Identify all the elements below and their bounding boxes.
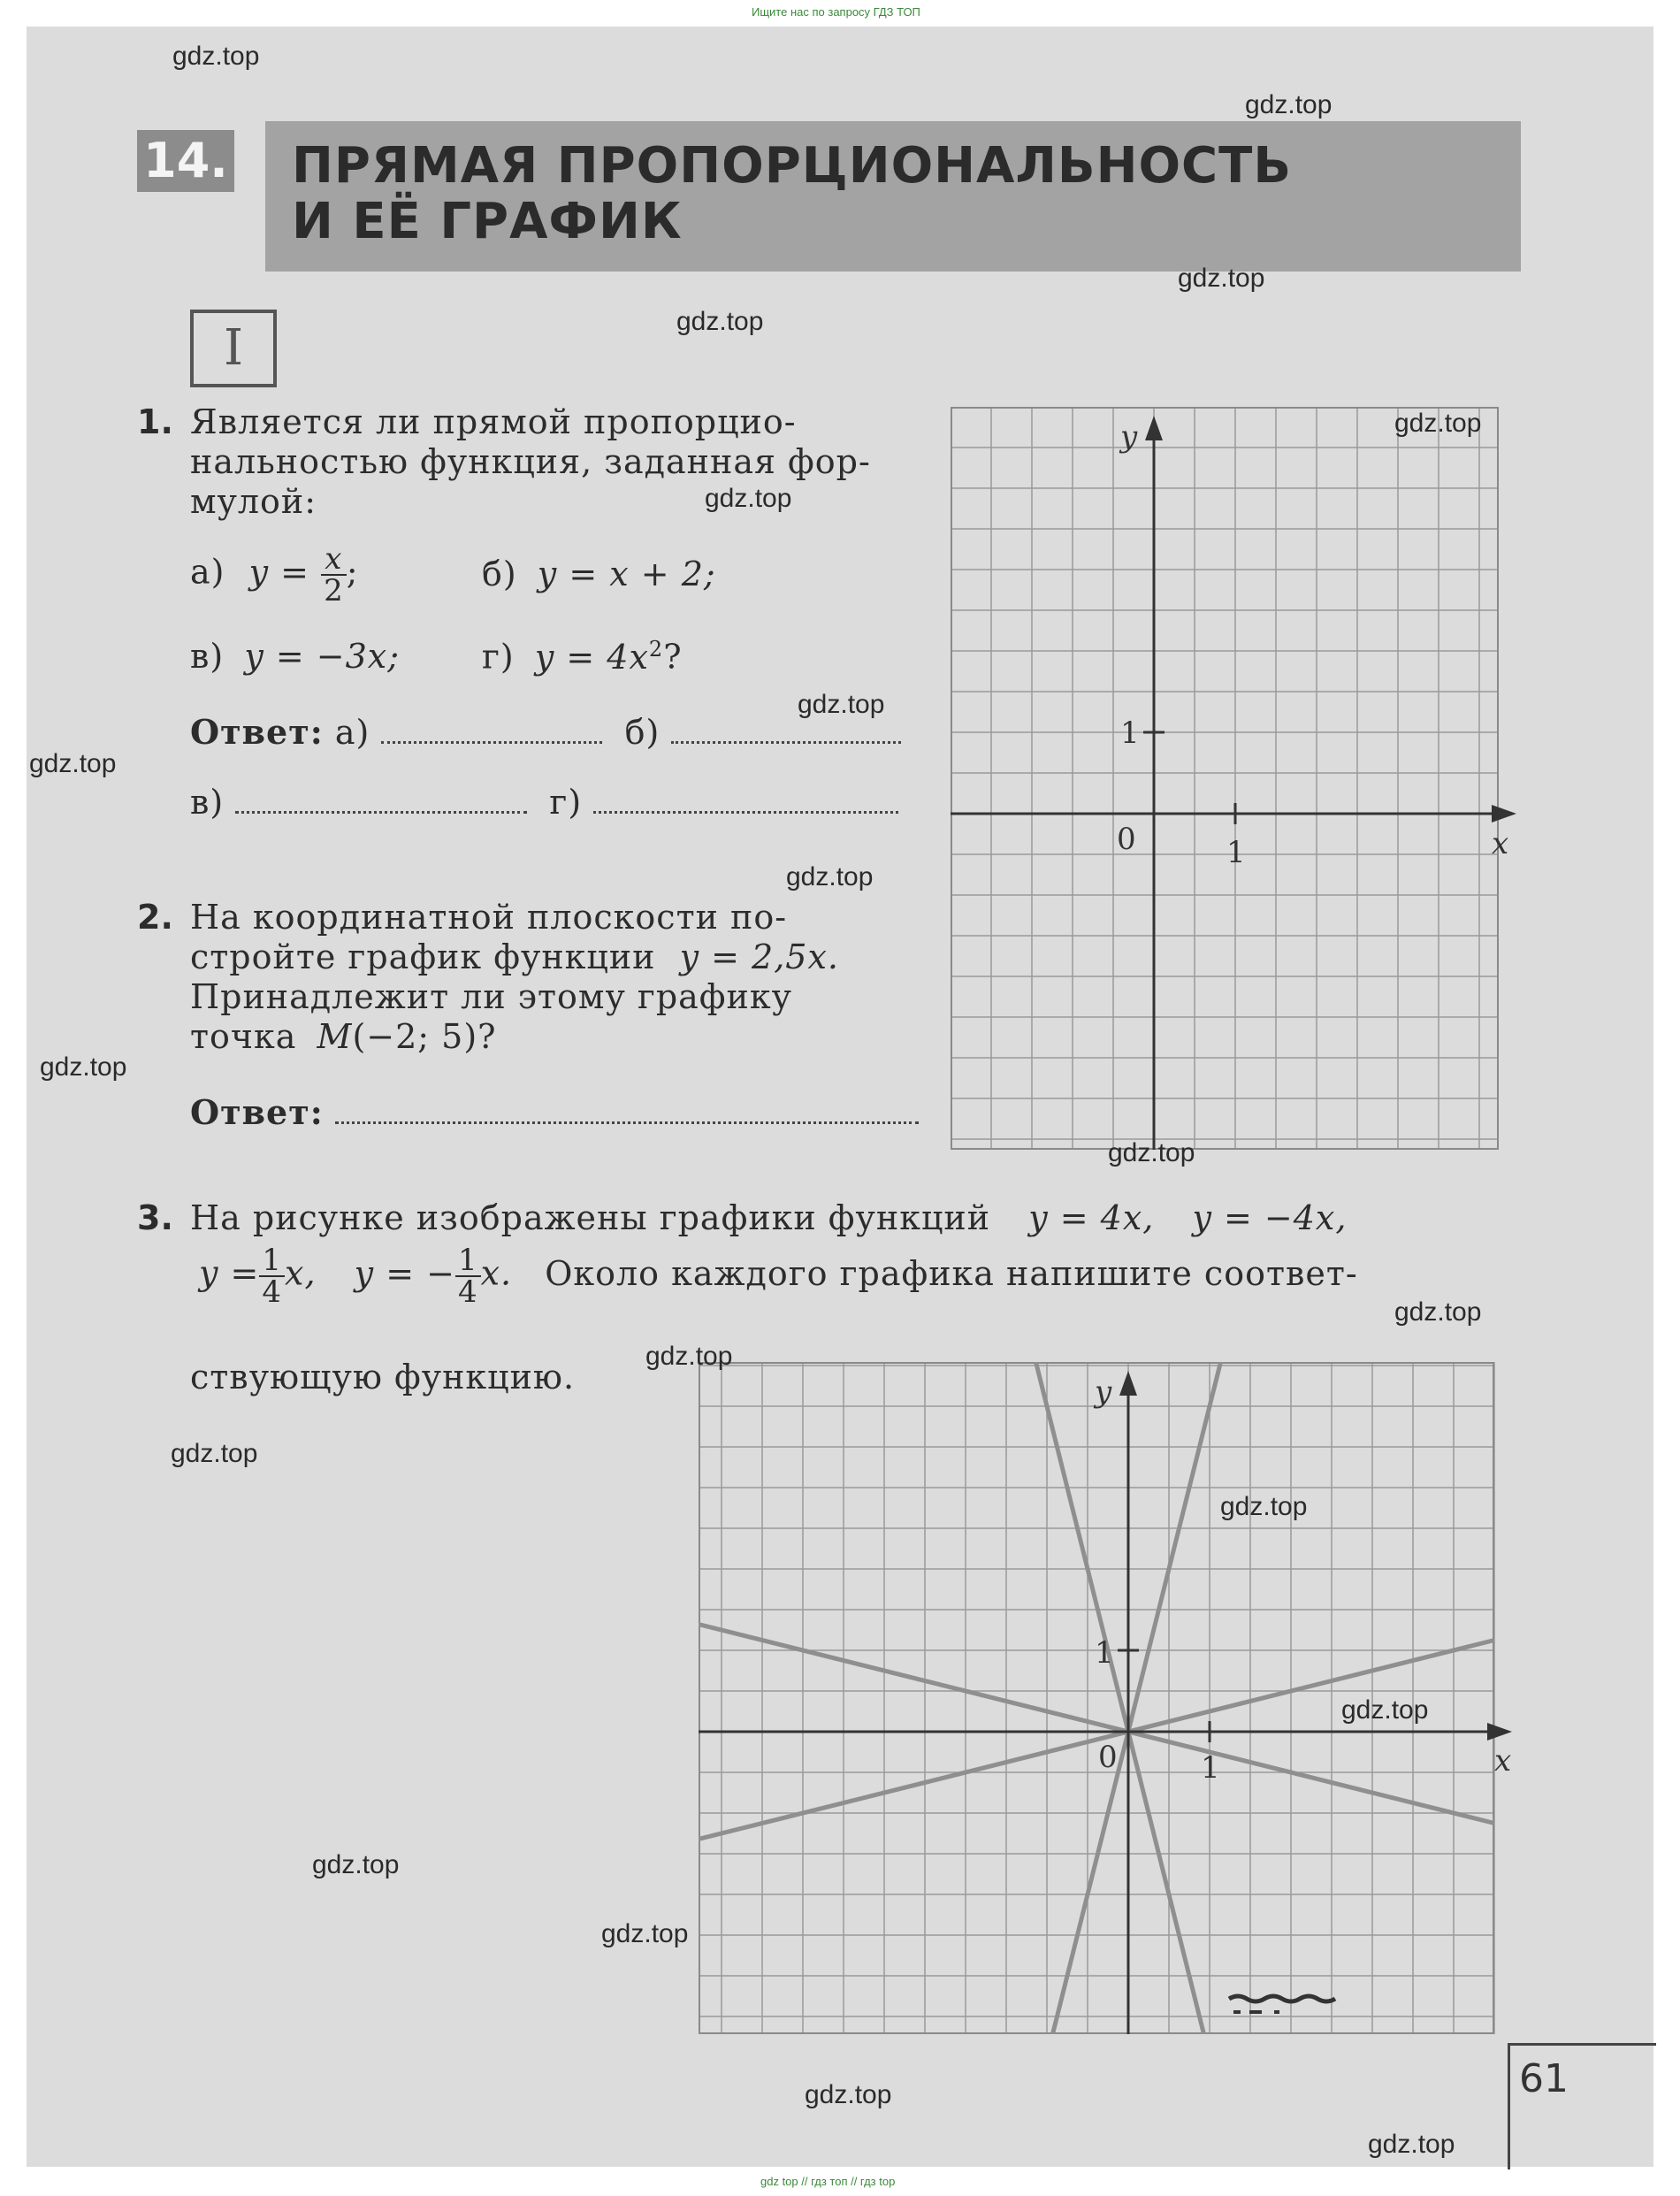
task3-f3-denominator: 4 [259, 1275, 285, 1307]
task3-number: 3. [137, 1198, 173, 1237]
grid2-origin: 0 [1098, 1740, 1118, 1775]
watermark: gdz.top [601, 1919, 689, 1948]
task2-function: y = 2,5x. [679, 937, 839, 976]
watermark: gdz.top [1368, 2130, 1455, 2159]
task2-answer-blank[interactable] [335, 1104, 919, 1124]
task2-answer-label: Ответ: [190, 1092, 324, 1132]
task3-f3-numerator: 1 [262, 1243, 283, 1278]
grid2-x-label: x [1494, 1743, 1512, 1779]
grid2-y-label: y [1095, 1374, 1112, 1410]
task1-answer-a-blank[interactable] [381, 723, 602, 744]
task3-f4-tail: x. [480, 1253, 513, 1293]
graph-line-1 [1053, 1362, 1221, 2034]
watermark: gdz.top [172, 42, 260, 71]
grid1-lines [951, 407, 1499, 1150]
task1-answer-g-label: г) [549, 783, 583, 822]
grid2-y-arrow [1119, 1371, 1137, 1396]
task1-line3: мулой: [190, 482, 317, 521]
grid-border [951, 408, 1498, 1149]
option-g-label: г) [482, 637, 515, 677]
task3-line1-text: На рисунке изображены графики функций [190, 1198, 991, 1237]
option-a-numerator: x [325, 541, 343, 577]
task1-answer-v-label: в) [190, 783, 225, 822]
grid1-x-label: x [1492, 826, 1509, 861]
task2-point-coords: (−2; 5)? [352, 1017, 497, 1056]
task3-f4-numerator: 1 [457, 1243, 478, 1278]
task3-line2-tail: Около каждого графика напишите соответ- [545, 1253, 1358, 1293]
task3-f2: y = −4x, [1192, 1198, 1348, 1237]
option-b-label: б) [482, 555, 517, 593]
level-marker: I [190, 310, 277, 387]
task3-f3-fraction [259, 1243, 285, 1310]
task3-f3-lhs: y = [199, 1253, 260, 1293]
grid2-tick-x-label: 1 [1201, 1750, 1220, 1786]
task3-line3: ствующую функцию. [190, 1358, 576, 1396]
coordinate-grid-1[interactable] [951, 407, 1534, 1150]
option-a-label: а) [190, 552, 225, 592]
task1-answer-a-label: а) [334, 713, 370, 752]
task2-line3: Принадлежит ли этому графику [190, 977, 792, 1016]
task1-answer-b-blank[interactable] [671, 723, 901, 744]
option-a-denominator: 2 [321, 574, 347, 606]
graph-line-2 [1036, 1362, 1204, 2034]
task1-answer-g-blank[interactable] [593, 793, 898, 814]
watermark: gdz.top [171, 1439, 258, 1468]
section-number: 14. [137, 130, 234, 192]
task1-option-v [190, 637, 400, 676]
grid2-tick-y-label: 1 [1095, 1635, 1114, 1671]
task2-number: 2. [137, 898, 173, 937]
watermark: gdz.top [312, 1850, 400, 1879]
watermark: gdz.top [1245, 90, 1333, 119]
task1-option-b [482, 555, 716, 593]
task1-number: 1. [137, 402, 173, 441]
task3-f4-fraction [455, 1243, 481, 1310]
watermark: gdz.top [1108, 1138, 1195, 1167]
task1-answer-v-blank[interactable] [235, 793, 527, 814]
task3-f3-tail: x, [285, 1253, 317, 1293]
task3-f4-denominator: 4 [455, 1275, 481, 1307]
top-banner: Ищите нас по запросу ГДЗ ТОП [752, 5, 920, 19]
watermark: gdz.top [1178, 264, 1265, 293]
watermark: gdz.top [1341, 1695, 1429, 1725]
task2-point-name: M [317, 1017, 353, 1056]
grid1-origin: 0 [1117, 822, 1136, 857]
section-title-line1: ПРЯМАЯ ПРОПОРЦИОНАЛЬНОСТЬ [292, 137, 1293, 195]
watermark: gdz.top [676, 307, 764, 336]
watermark: gdz.top [1220, 1492, 1308, 1521]
task1-answer-label: Ответ: [190, 712, 324, 752]
task2-answer-row [190, 1092, 919, 1132]
option-b-formula: y = x + 2; [537, 555, 716, 593]
task2-line2 [190, 937, 839, 976]
watermark: gdz.top [645, 1342, 733, 1371]
watermark: gdz.top [705, 484, 792, 513]
watermark: gdz.top [40, 1052, 127, 1082]
watermark: gdz.top [29, 749, 117, 778]
task1-answer-row1 [190, 712, 901, 752]
option-a-lhs: y = [248, 552, 309, 592]
grid1-y-label: y [1120, 419, 1138, 455]
bottom-banner: gdz top // гдз топ // гдз top [760, 2175, 896, 2188]
option-g-tail: ? [663, 637, 683, 677]
textbook-page [27, 27, 1653, 2167]
task2-line1: На координатной плоскости по- [190, 898, 788, 937]
option-a-tail: ; [346, 552, 359, 592]
page-number: 61 [1519, 2056, 1569, 2101]
watermark: gdz.top [798, 690, 885, 719]
task1-line1: Является ли прямой пропорцио- [190, 402, 797, 441]
option-g-exponent: 2 [648, 637, 664, 662]
task3-f4-lhs: y = − [354, 1253, 455, 1293]
grid1-tick-x-label: 1 [1226, 835, 1246, 870]
task3-line2 [199, 1243, 1358, 1310]
option-v-formula: y = −3x; [244, 637, 401, 676]
task2-line2-text: стройте график функции [190, 937, 656, 976]
option-v-label: в) [190, 637, 225, 676]
option-a-fraction [321, 541, 347, 608]
grid2-x-arrow [1487, 1723, 1512, 1741]
task3-f1: y = 4x, [1028, 1198, 1155, 1237]
watermark: gdz.top [805, 2080, 892, 2109]
task1-answer-b-label: б) [624, 713, 661, 752]
task3-line1 [190, 1198, 1347, 1237]
ink-smudge [1229, 1996, 1335, 2001]
option-g-formula: y = 4x [534, 637, 649, 677]
task2-line4 [190, 1017, 497, 1056]
grid1-y-arrow [1145, 416, 1163, 440]
task1-option-g [482, 637, 683, 677]
task1-option-a [190, 541, 359, 608]
watermark: gdz.top [1394, 1297, 1482, 1327]
grid1-tick-y-label: 1 [1120, 715, 1140, 751]
watermark: gdz.top [1394, 409, 1482, 438]
task2-line4-text: точка [190, 1017, 297, 1056]
grid1-x-arrow [1492, 805, 1516, 823]
section-title-line2: И ЕЁ ГРАФИК [292, 193, 683, 250]
task1-line2: нальностью функция, заданная фор- [190, 442, 871, 481]
watermark: gdz.top [786, 862, 874, 891]
task1-answer-row2 [190, 783, 898, 822]
